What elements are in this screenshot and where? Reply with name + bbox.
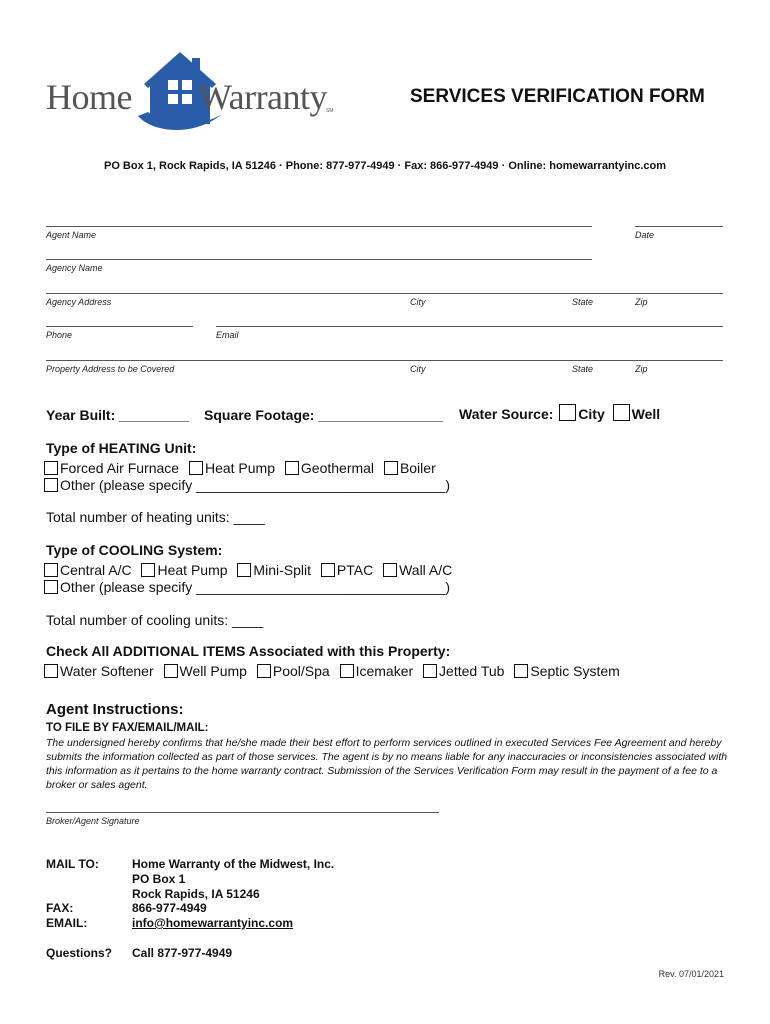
cooling-option-label: Wall A/C (399, 562, 453, 578)
additional-option-label: Pool/Spa (272, 663, 330, 679)
heating-boiler-checkbox[interactable] (384, 461, 398, 475)
heating-heading: Type of HEATING Unit: (46, 440, 197, 456)
signature-label: Broker/Agent Signature (46, 816, 140, 826)
heating-option-label: Geothermal (300, 460, 375, 476)
cooling-options-row (44, 562, 458, 578)
date-line[interactable] (635, 226, 723, 227)
cooling-central-ac-checkbox[interactable] (44, 563, 58, 577)
agency-state-label: State (572, 297, 594, 307)
cooling-heading: Type of COOLING System: (46, 542, 223, 558)
square-footage-field[interactable]: Square Footage: ________________ (204, 407, 443, 423)
fax-value: 866-977-4949 (132, 901, 207, 915)
mail-to-label: MAIL TO: (46, 857, 99, 871)
water-city-checkbox[interactable] (559, 404, 576, 421)
cooling-other-checkbox[interactable] (44, 580, 58, 594)
phone-line[interactable] (46, 326, 193, 327)
cooling-total-field[interactable]: Total number of cooling units: ____ (46, 612, 264, 628)
cooling-other-label[interactable]: Other (please specify ________________________________) (60, 579, 450, 595)
icemaker-checkbox[interactable] (340, 664, 354, 678)
additional-option-label: Well Pump (179, 663, 247, 679)
agency-address-line[interactable] (46, 293, 723, 294)
mail-line-2: PO Box 1 (132, 872, 186, 886)
water-city-label: City (578, 406, 605, 422)
jetted-tub-checkbox[interactable] (423, 664, 437, 678)
email-link[interactable]: info@homewarrantyinc.com (132, 916, 294, 930)
water-well-checkbox[interactable] (613, 404, 630, 421)
water-source-group (459, 404, 660, 422)
heating-other-row (44, 477, 450, 493)
agency-address-label: Agency Address (46, 297, 112, 307)
agency-name-label: Agency Name (46, 263, 103, 273)
mail-line-3: Rock Rapids, IA 51246 (132, 887, 260, 901)
questions-label: Questions? (46, 946, 113, 960)
instructions-heading: Agent Instructions: (46, 701, 184, 718)
questions-value: Call 877-977-4949 (132, 946, 233, 960)
cooling-option-label: Mini-Split (253, 562, 311, 578)
phone-label: Phone (46, 330, 73, 340)
email-line[interactable] (216, 326, 723, 327)
logo-service-mark: SM (326, 108, 334, 114)
cooling-option-label: PTAC (336, 562, 374, 578)
water-softener-checkbox[interactable] (44, 664, 58, 678)
year-built-field[interactable]: Year Built: _________ (46, 407, 190, 423)
cooling-other-row (44, 579, 450, 595)
heating-option-label: Heat Pump (204, 460, 275, 476)
signature-line[interactable] (46, 812, 439, 813)
cooling-option-label: Central A/C (60, 562, 132, 578)
additional-items-heading: Check All ADDITIONAL ITEMS Associated with this Property: (46, 643, 451, 659)
date-label: Date (635, 230, 655, 240)
agency-name-line[interactable] (46, 259, 592, 260)
well-pump-checkbox[interactable] (164, 664, 178, 678)
heating-options-row (44, 460, 442, 476)
heating-geothermal-checkbox[interactable] (285, 461, 299, 475)
agent-name-label: Agent Name (46, 230, 97, 240)
water-source-label: Water Source: (459, 406, 554, 422)
septic-system-checkbox[interactable] (514, 664, 528, 678)
heating-heat-pump-checkbox[interactable] (189, 461, 203, 475)
heating-other-label[interactable]: Other (please specify ________________________________) (60, 477, 450, 493)
additional-option-label: Icemaker (355, 663, 414, 679)
water-well-label: Well (631, 406, 661, 422)
agency-city-label: City (410, 297, 426, 307)
pool-spa-checkbox[interactable] (257, 664, 271, 678)
email-contact-label: EMAIL: (46, 916, 88, 930)
additional-option-label: Septic System (530, 663, 620, 679)
mail-line-1: Home Warranty of the Midwest, Inc. (132, 857, 335, 871)
cooling-option-label: Heat Pump (157, 562, 228, 578)
revision-date: Rev. 07/01/2021 (658, 969, 724, 979)
logo-text-home: Home (46, 77, 132, 117)
heating-option-label: Forced Air Furnace (60, 460, 180, 476)
property-zip-label: Zip (635, 364, 648, 374)
cooling-mini-split-checkbox[interactable] (237, 563, 251, 577)
company-logo (44, 48, 344, 138)
property-city-label: City (410, 364, 426, 374)
property-address-line[interactable] (46, 360, 723, 361)
cooling-wall-ac-checkbox[interactable] (383, 563, 397, 577)
cooling-heat-pump-checkbox[interactable] (141, 563, 155, 577)
heating-other-checkbox[interactable] (44, 478, 58, 492)
heating-option-label: Boiler (399, 460, 436, 476)
agent-name-line[interactable] (46, 226, 592, 227)
form-title: SERVICES VERIFICATION FORM (410, 86, 705, 107)
email-label: Email (216, 330, 239, 340)
additional-options-row (44, 663, 626, 679)
instructions-paragraph: The undersigned hereby confirms that he/she made their best effort to perform services outlined in executed Services Fee Agreement and hereby submits the information collected as part of those services. The agent is by no means liable for any inaccuracies or inconsistencies associated with this information as it pertains to the home warranty contract. Submission of the Services Verification Form may result in the payment of a fee to a broker or sales agent. (46, 737, 728, 791)
heating-total-field[interactable]: Total number of heating units: ____ (46, 509, 265, 525)
instructions-subheading: TO FILE BY FAX/EMAIL/MAIL: (46, 722, 209, 734)
agency-zip-label: Zip (635, 297, 648, 307)
heating-forced-air-checkbox[interactable] (44, 461, 58, 475)
additional-option-label: Water Softener (60, 663, 154, 679)
fax-label: FAX: (46, 901, 74, 915)
additional-option-label: Jetted Tub (439, 663, 505, 679)
property-state-label: State (572, 364, 594, 374)
cooling-ptac-checkbox[interactable] (321, 563, 335, 577)
property-address-label: Property Address to be Covered (46, 364, 175, 374)
company-contact-line: PO Box 1, Rock Rapids, IA 51246 · Phone: 877-977-4949 · Fax: 866-977-4949 · Online: homewarrantyinc.com (103, 160, 667, 172)
logo-text-warranty: Warranty (198, 77, 328, 117)
